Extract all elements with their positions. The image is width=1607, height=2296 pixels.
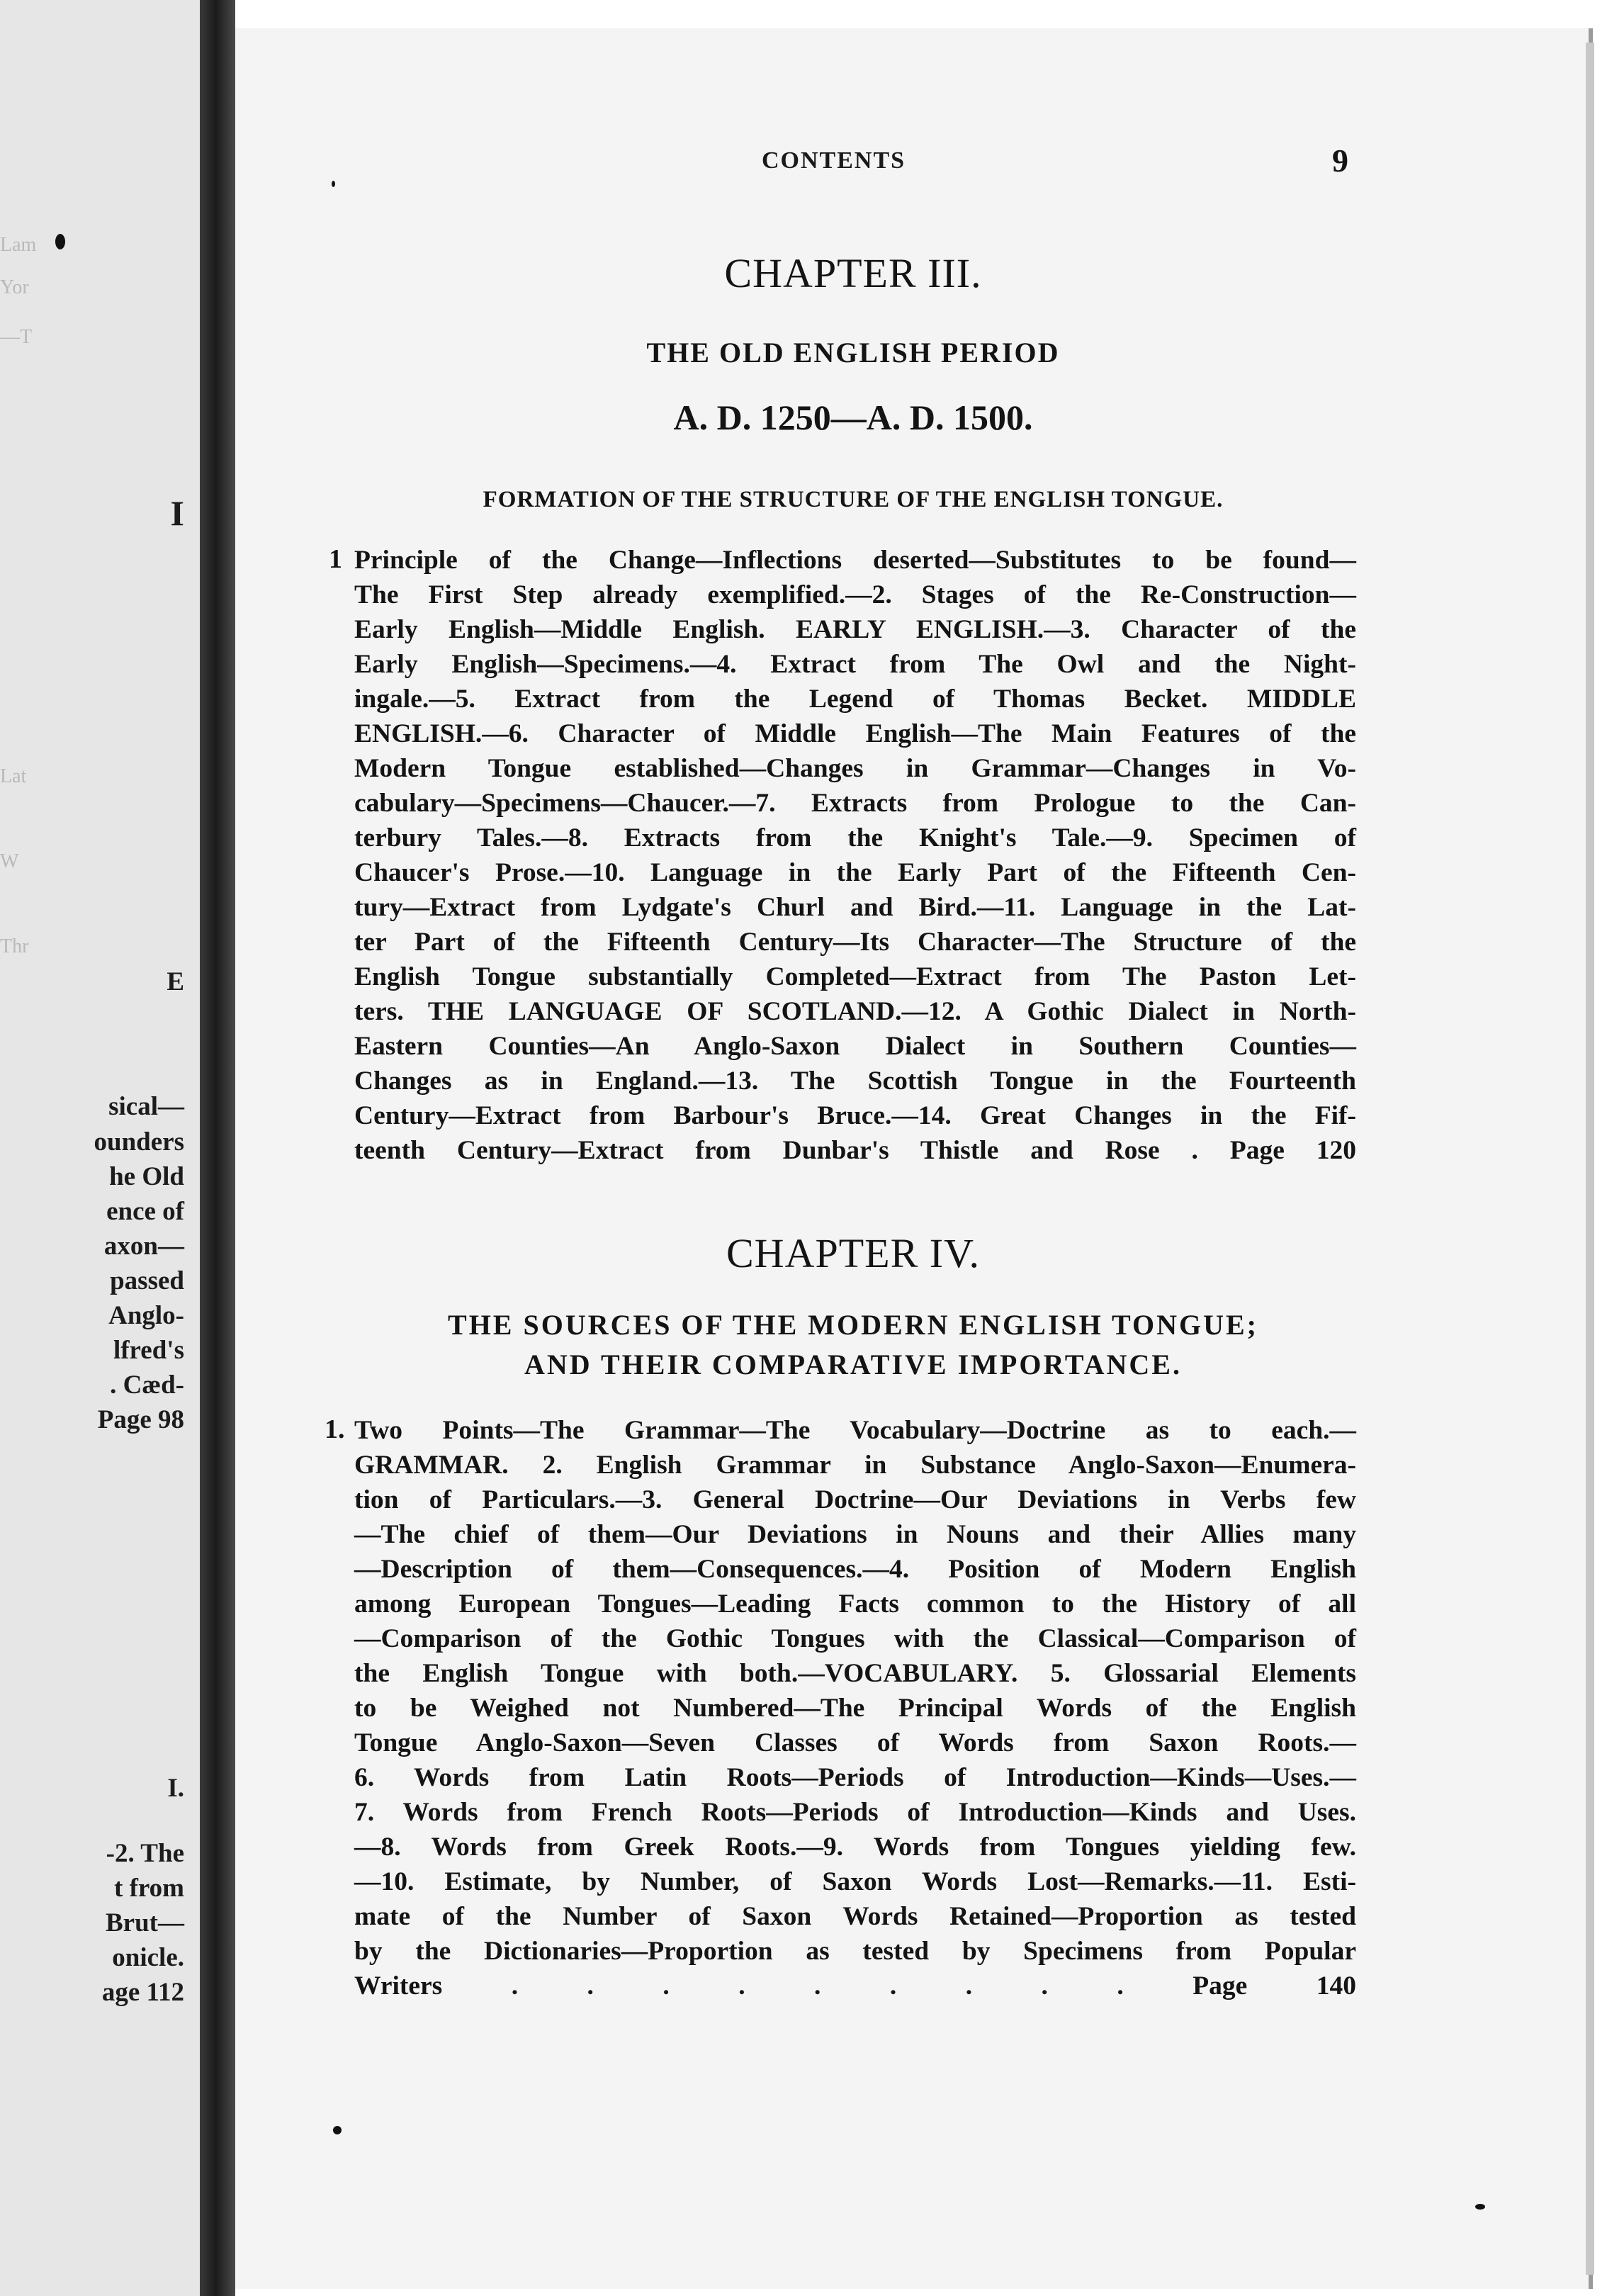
chapter-4-heading: CHAPTER IV. bbox=[726, 1230, 980, 1276]
left-page-line: Anglo- bbox=[108, 1301, 184, 1330]
left-page-line: . Cæd- bbox=[110, 1371, 184, 1400]
toc-line: English Tongue substantially Completed—Extract from The Paston Let- bbox=[354, 962, 1356, 991]
toc-line: —Description of them—Consequences.—4. Position of Modern English bbox=[354, 1555, 1356, 1584]
toc-line: Principle of the Change—Inflections deserted—Substitutes to be found— bbox=[354, 546, 1356, 575]
left-page-line: age 112 bbox=[101, 1978, 184, 2007]
left-page-letter: I bbox=[170, 493, 184, 533]
toc-line: —8. Words from Greek Roots.—9. Words from Tongues yielding few. bbox=[354, 1833, 1356, 1862]
bleed-through-text: Thr bbox=[0, 935, 29, 957]
toc-line: Two Points—The Grammar—The Vocabulary—Doctrine as to each.— bbox=[354, 1416, 1356, 1445]
chapter-4-section-title-line-1: THE SOURCES OF THE MODERN ENGLISH TONGUE; bbox=[448, 1309, 1258, 1341]
toc-line: The First Step already exemplified.—2. Stages of the Re-Construction— bbox=[354, 580, 1356, 609]
scan-speck bbox=[332, 181, 335, 187]
toc-line: Chaucer's Prose.—10. Language in the Early Part of the Fifteenth Cen- bbox=[354, 858, 1356, 887]
toc-line: Early English—Specimens.—4. Extract from The Owl and the Night- bbox=[354, 650, 1356, 679]
scan-speck bbox=[55, 234, 65, 249]
toc-line: Tongue Anglo-Saxon—Seven Classes of Words from Saxon Roots.— bbox=[354, 1728, 1356, 1757]
chapter-4-paragraph-number: 1. bbox=[325, 1414, 345, 1444]
page-number: 9 bbox=[1332, 142, 1348, 179]
toc-line: Modern Tongue established—Changes in Grammar—Changes in Vo- bbox=[354, 754, 1356, 783]
chapter-3-paragraph-number: 1 bbox=[329, 544, 342, 574]
bleed-through-text: W bbox=[0, 850, 19, 872]
toc-line: —Comparison of the Gothic Tongues with the Classical—Comparison of bbox=[354, 1624, 1356, 1653]
scan-speck bbox=[1475, 2204, 1485, 2210]
left-page-letter: I. bbox=[167, 1774, 184, 1803]
toc-line: terbury Tales.—8. Extracts from the Knight's Tale.—9. Specimen of bbox=[354, 823, 1356, 852]
toc-line: Writers . . . . . . . . . Page 140 bbox=[354, 1971, 1356, 2000]
toc-line: Changes as in England.—13. The Scottish Tongue in the Fourteenth bbox=[354, 1067, 1356, 1096]
toc-line: cabulary—Specimens—Chaucer.—7. Extracts from Prologue to the Can- bbox=[354, 789, 1356, 818]
toc-line: to be Weighed not Numbered—The Principal Words of the English bbox=[354, 1694, 1356, 1723]
left-page-line: -2. The bbox=[106, 1839, 184, 1868]
toc-line: 7. Words from French Roots—Periods of Introduction—Kinds and Uses. bbox=[354, 1798, 1356, 1827]
bleed-through-text: Lam bbox=[0, 234, 37, 256]
scan-speck bbox=[333, 2126, 342, 2134]
left-page-line: he Old bbox=[109, 1162, 184, 1191]
left-page-line: onicle. bbox=[112, 1943, 184, 1972]
toc-line: mate of the Number of Saxon Words Retained—Proportion as tested bbox=[354, 1902, 1356, 1931]
toc-line: Eastern Counties—An Anglo-Saxon Dialect in Southern Counties— bbox=[354, 1032, 1356, 1061]
running-head: CONTENTS bbox=[762, 147, 906, 174]
left-page-line: ounders bbox=[94, 1127, 184, 1157]
left-page-line: t from bbox=[114, 1874, 184, 1903]
left-page-line: ence of bbox=[106, 1197, 184, 1226]
left-facing-page bbox=[0, 0, 200, 2296]
chapter-3-period-title: THE OLD ENGLISH PERIOD bbox=[646, 337, 1060, 368]
toc-line: among European Tongues—Leading Facts common to the History of all bbox=[354, 1589, 1356, 1619]
toc-line: 6. Words from Latin Roots—Periods of Introduction—Kinds—Uses.— bbox=[354, 1763, 1356, 1792]
toc-line: ter Part of the Fifteenth Century—Its Character—The Structure of the bbox=[354, 928, 1356, 957]
toc-line: Century—Extract from Barbour's Bruce.—14. Great Changes in the Fif- bbox=[354, 1101, 1356, 1130]
chapter-4-contents bbox=[354, 1413, 1356, 2003]
left-page-line: Page 98 bbox=[97, 1405, 184, 1434]
page-edge bbox=[1586, 43, 1594, 2275]
toc-line: teenth Century—Extract from Dunbar's Thistle and Rose . Page 120 bbox=[354, 1136, 1356, 1165]
chapter-3-dates: A. D. 1250—A. D. 1500. bbox=[673, 398, 1033, 437]
left-page-line: passed bbox=[110, 1266, 184, 1295]
bleed-through-text: —T bbox=[0, 326, 33, 348]
chapter-3-contents bbox=[354, 543, 1356, 1168]
toc-line: ters. THE LANGUAGE OF SCOTLAND.—12. A Gothic Dialect in North- bbox=[354, 997, 1356, 1026]
toc-line: by the Dictionaries—Proportion as tested by Specimens from Popular bbox=[354, 1937, 1356, 1966]
book-gutter bbox=[200, 0, 235, 2296]
toc-line: tury—Extract from Lydgate's Churl and Bird.—11. Language in the Lat- bbox=[354, 893, 1356, 922]
toc-line: ingale.—5. Extract from the Legend of Thomas Becket. MIDDLE bbox=[354, 685, 1356, 714]
left-page-line: Brut— bbox=[106, 1908, 184, 1937]
toc-line: ENGLISH.—6. Character of Middle English—The Main Features of the bbox=[354, 719, 1356, 748]
toc-line: tion of Particulars.—3. General Doctrine—Our Deviations in Verbs few bbox=[354, 1485, 1356, 1514]
left-page-line: sical— bbox=[108, 1092, 184, 1121]
toc-line: —10. Estimate, by Number, of Saxon Words Lost—Remarks.—11. Esti- bbox=[354, 1867, 1356, 1896]
toc-line: —The chief of them—Our Deviations in Nouns and their Allies many bbox=[354, 1520, 1356, 1549]
chapter-3-section-title: FORMATION OF THE STRUCTURE OF THE ENGLISH TONGUE. bbox=[483, 487, 1224, 512]
toc-line: GRAMMAR. 2. English Grammar in Substance Anglo-Saxon—Enumera- bbox=[354, 1451, 1356, 1480]
chapter-4-section-title-line-2: AND THEIR COMPARATIVE IMPORTANCE. bbox=[524, 1349, 1182, 1380]
left-page-letter: E bbox=[167, 967, 184, 996]
bleed-through-text: Yor bbox=[0, 276, 29, 298]
toc-line: the English Tongue with both.—VOCABULARY. 5. Glossarial Elements bbox=[354, 1659, 1356, 1688]
left-page-line: axon— bbox=[103, 1232, 184, 1261]
toc-line: Early English—Middle English. EARLY ENGLISH.—3. Character of the bbox=[354, 615, 1356, 644]
bleed-through-text: Lat bbox=[0, 765, 27, 787]
chapter-3-heading: CHAPTER III. bbox=[724, 250, 982, 296]
left-page-line: lfred's bbox=[113, 1336, 184, 1365]
